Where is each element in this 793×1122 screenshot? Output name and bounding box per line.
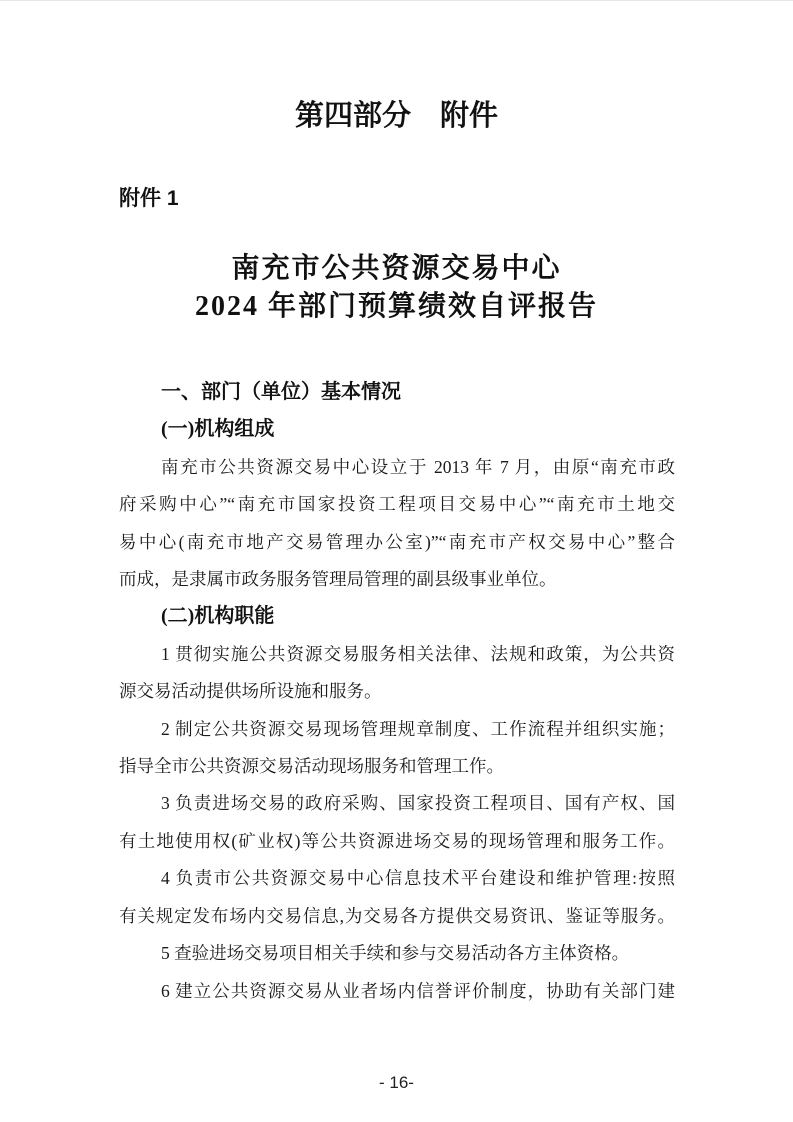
- body-line: 府采购中心”“南充市国家投资工程项目交易中心”“南充市土地交: [119, 494, 675, 515]
- document-body: [119, 374, 675, 1010]
- body-line: 5 查验进场交易项目相关手续和参与交易活动各方主体资格。: [161, 943, 630, 964]
- body-line: 6 建立公共资源交易从业者场内信誉评价制度，协助有关部门建: [161, 980, 675, 1001]
- body-line: 3 负责进场交易的政府采购、国家投资工程项目、国有产权、国: [161, 793, 675, 814]
- document-title: [0, 250, 793, 326]
- document-title-line2: 2024 年部门预算绩效自评报告: [194, 291, 598, 322]
- body-line: 南充市公共资源交易中心设立于 2013 年 7 月，由原“南充市政: [161, 456, 675, 477]
- body-line: (二)机构职能: [161, 605, 275, 628]
- part-title: 第四部分 附件: [294, 100, 498, 132]
- page-number: - 16-: [379, 1073, 414, 1092]
- document-title-line1: 南充市公共资源交易中心: [231, 253, 562, 284]
- body-line: 源交易活动提供场所设施和服务。: [119, 681, 382, 702]
- body-line: 有土地使用权(矿业权)等公共资源进场交易的现场管理和服务工作。: [119, 830, 675, 851]
- body-line: 1 贯彻实施公共资源交易服务相关法律、法规和政策，为公共资: [161, 643, 675, 664]
- attachment-label: 附件 1: [119, 187, 179, 210]
- body-line: 2 制定公共资源交易现场管理规章制度、工作流程并组织实施；: [161, 718, 675, 739]
- body-line: 4 负责市公共资源交易中心信息技术平台建设和维护管理:按照: [161, 868, 675, 889]
- body-line: (一)机构组成: [161, 418, 275, 441]
- body-line: 易中心(南充市地产交易管理办公室)”“南充市产权交易中心”整合: [119, 531, 675, 552]
- body-line: 有关规定发布场内交易信息,为交易各方提供交易资讯、鉴证等服务。: [119, 905, 675, 926]
- body-line: 一、部门（单位）基本情况: [161, 381, 401, 403]
- body-line: 指导全市公共资源交易活动现场服务和管理工作。: [119, 756, 504, 777]
- body-line: 而成，是隶属市政务服务管理局管理的副县级事业单位。: [119, 569, 557, 590]
